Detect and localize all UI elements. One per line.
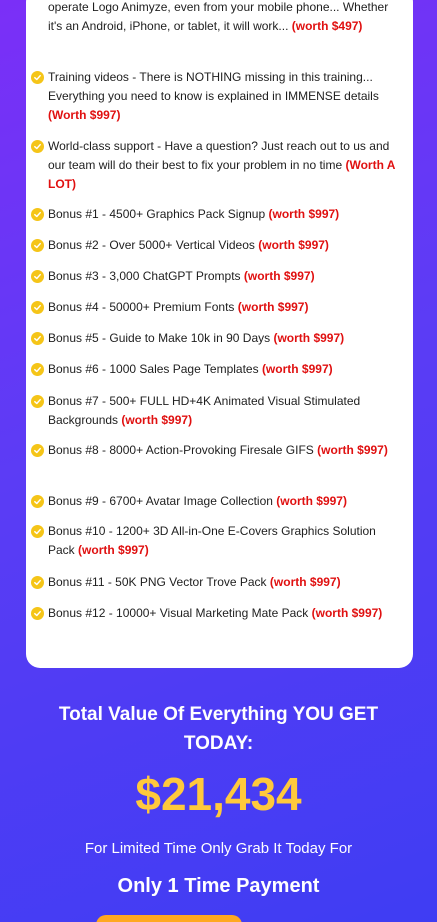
check-circle-icon (31, 576, 44, 589)
check-circle-icon (31, 71, 44, 84)
total-value-heading: Total Value Of Everything YOU GET TODAY: (58, 704, 379, 754)
worth-label: (worth $497) (291, 19, 363, 33)
check-circle-icon (31, 495, 44, 508)
item-text: Bonus #7 - 500+ FULL HD+4K Animated Visual Stimulated Backgrounds (48, 394, 361, 427)
item-text: Bonus #3 - 3,000 ChatGPT Prompts (48, 269, 241, 283)
worth-label: (worth $997) (243, 269, 315, 283)
list-item (48, 522, 398, 560)
list-item (48, 573, 398, 592)
check-circle-icon (31, 525, 44, 538)
item-text: Bonus #11 - 50K PNG Vector Trove Pack (48, 575, 267, 589)
buy-button[interactable] (96, 915, 242, 922)
list-item (48, 137, 398, 194)
check-circle-icon (31, 270, 44, 283)
worth-label: (worth $997) (317, 443, 388, 457)
item-text: Training videos - There is NOTHING missing in this training... Everything you need to know is explained in IMMENSE details (48, 70, 379, 103)
list-item (48, 492, 398, 511)
check-circle-icon (31, 140, 44, 153)
item-text: operate Logo Animyze, even from your mobile phone... Whether it's an Android, iPhone, or tablet, it will work... (48, 0, 389, 33)
item-text: Bonus #4 - 50000+ Premium Fonts (48, 300, 235, 314)
list-item (48, 298, 398, 317)
check-circle-icon (31, 208, 44, 221)
worth-label: (worth $997) (78, 543, 149, 557)
item-text: Bonus #2 - Over 5000+ Vertical Videos (48, 238, 255, 252)
worth-label: (Worth $997) (48, 108, 121, 122)
worth-label: (worth $997) (311, 606, 383, 620)
list-item (48, 441, 398, 460)
worth-label: (Worth A LOT) (48, 158, 396, 191)
list-item (48, 604, 398, 623)
payment-heading: Only 1 Time Payment (117, 875, 320, 897)
total-price: $21,434 (135, 768, 302, 820)
list-item (48, 68, 398, 125)
worth-label: (worth $997) (273, 331, 345, 345)
limited-time-text: For Limited Time Only Grab It Today For (84, 840, 353, 857)
list-item (48, 392, 398, 430)
worth-label: (worth $997) (269, 575, 341, 589)
list-item (48, 0, 398, 36)
item-text: Bonus #5 - Guide to Make 10k in 90 Days (48, 331, 271, 345)
item-text: Bonus #12 - 10000+ Visual Marketing Mate Pack (48, 606, 309, 620)
list-item (48, 236, 398, 255)
check-circle-icon (31, 239, 44, 252)
item-text: Bonus #1 - 4500+ Graphics Pack Signup (48, 207, 266, 221)
list-item (48, 329, 398, 348)
check-circle-icon (31, 301, 44, 314)
item-text: Bonus #10 - 1200+ 3D All-in-One E-Covers Graphics Solution Pack (48, 524, 376, 557)
item-text: World-class support - Have a question? Just reach out to us and our team will do their best to fix your problem in no time (48, 139, 390, 172)
worth-label: (worth $997) (261, 362, 333, 376)
check-circle-icon (31, 363, 44, 376)
item-text: Bonus #9 - 6700+ Avatar Image Collection (48, 494, 273, 508)
item-text: Bonus #6 - 1000 Sales Page Templates (48, 362, 259, 376)
list-item (48, 267, 398, 286)
check-circle-icon (31, 607, 44, 620)
list-item (48, 205, 398, 224)
check-circle-icon (31, 395, 44, 408)
list-item (48, 360, 398, 379)
worth-label: (worth $997) (276, 494, 347, 508)
worth-label: (worth $997) (237, 300, 309, 314)
check-circle-icon (31, 332, 44, 345)
worth-label: (worth $997) (258, 238, 329, 252)
item-text: Bonus #8 - 8000+ Action-Provoking Firesale GIFS (48, 443, 314, 457)
worth-label: (worth $997) (121, 413, 193, 427)
check-circle-icon (31, 444, 44, 457)
worth-label: (worth $997) (268, 207, 340, 221)
